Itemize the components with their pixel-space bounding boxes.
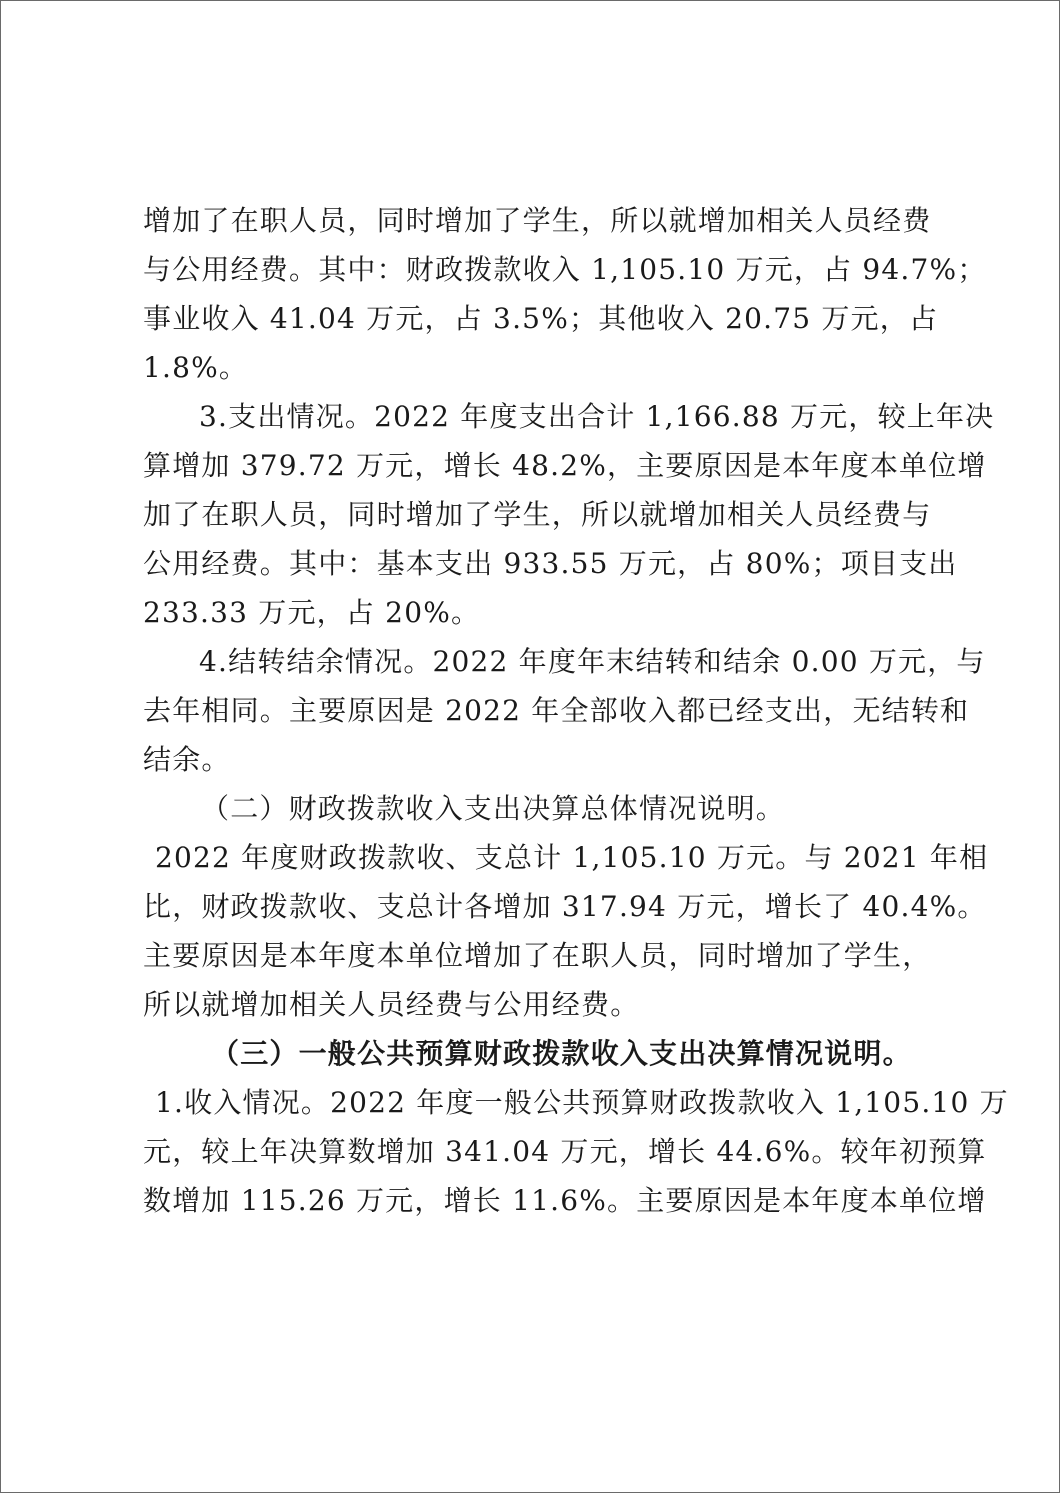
paragraph-line: 3.支出情况。2022 年度支出合计 1,166.88 万元，较上年决: [199, 400, 995, 433]
paragraph-line: 所以就增加相关人员经费与公用经费。: [143, 988, 640, 1021]
paragraph-line: 结余。: [143, 743, 231, 776]
paragraph-line: 算增加 379.72 万元，增长 48.2%，主要原因是本年度本单位增: [143, 449, 987, 482]
paragraph-line: 主要原因是本年度本单位增加了在职人员，同时增加了学生，: [143, 939, 932, 972]
paragraph-line: 数增加 115.26 万元，增长 11.6%。主要原因是本年度本单位增: [143, 1184, 987, 1217]
paragraph-line: 元，较上年决算数增加 341.04 万元，增长 44.6%。较年初预算: [143, 1135, 987, 1168]
paragraph-line: 加了在职人员，同时增加了学生，所以就增加相关人员经费与: [143, 498, 932, 531]
paragraph-line: 2022 年度财政拨款收、支总计 1,105.10 万元。与 2021 年相: [155, 841, 989, 874]
paragraph-line: 增加了在职人员，同时增加了学生，所以就增加相关人员经费: [143, 204, 932, 237]
paragraph-line: 公用经费。其中：基本支出 933.55 万元，占 80%；项目支出: [143, 547, 958, 580]
paragraph-line: 与公用经费。其中：财政拨款收入 1,105.10 万元，占 94.7%；: [143, 253, 987, 286]
paragraph-line: 去年相同。主要原因是 2022 年全部收入都已经支出，无结转和: [143, 694, 970, 727]
paragraph-line: 4.结转结余情况。2022 年度年末结转和结余 0.00 万元，与: [199, 645, 986, 678]
section-heading: （二）财政拨款收入支出决算总体情况说明。: [201, 792, 786, 825]
section-heading: （三）一般公共预算财政拨款收入支出决算情况说明。: [211, 1037, 912, 1070]
paragraph-line: 比，财政拨款收、支总计各增加 317.94 万元，增长了 40.4%。: [143, 890, 987, 923]
paragraph-line: 1.8%。: [143, 351, 249, 384]
paragraph-line: 233.33 万元，占 20%。: [143, 596, 481, 629]
paragraph-line: 事业收入 41.04 万元，占 3.5%；其他收入 20.75 万元，占: [143, 302, 939, 335]
paragraph-line: 1.收入情况。2022 年度一般公共预算财政拨款收入 1,105.10 万: [155, 1086, 1009, 1119]
